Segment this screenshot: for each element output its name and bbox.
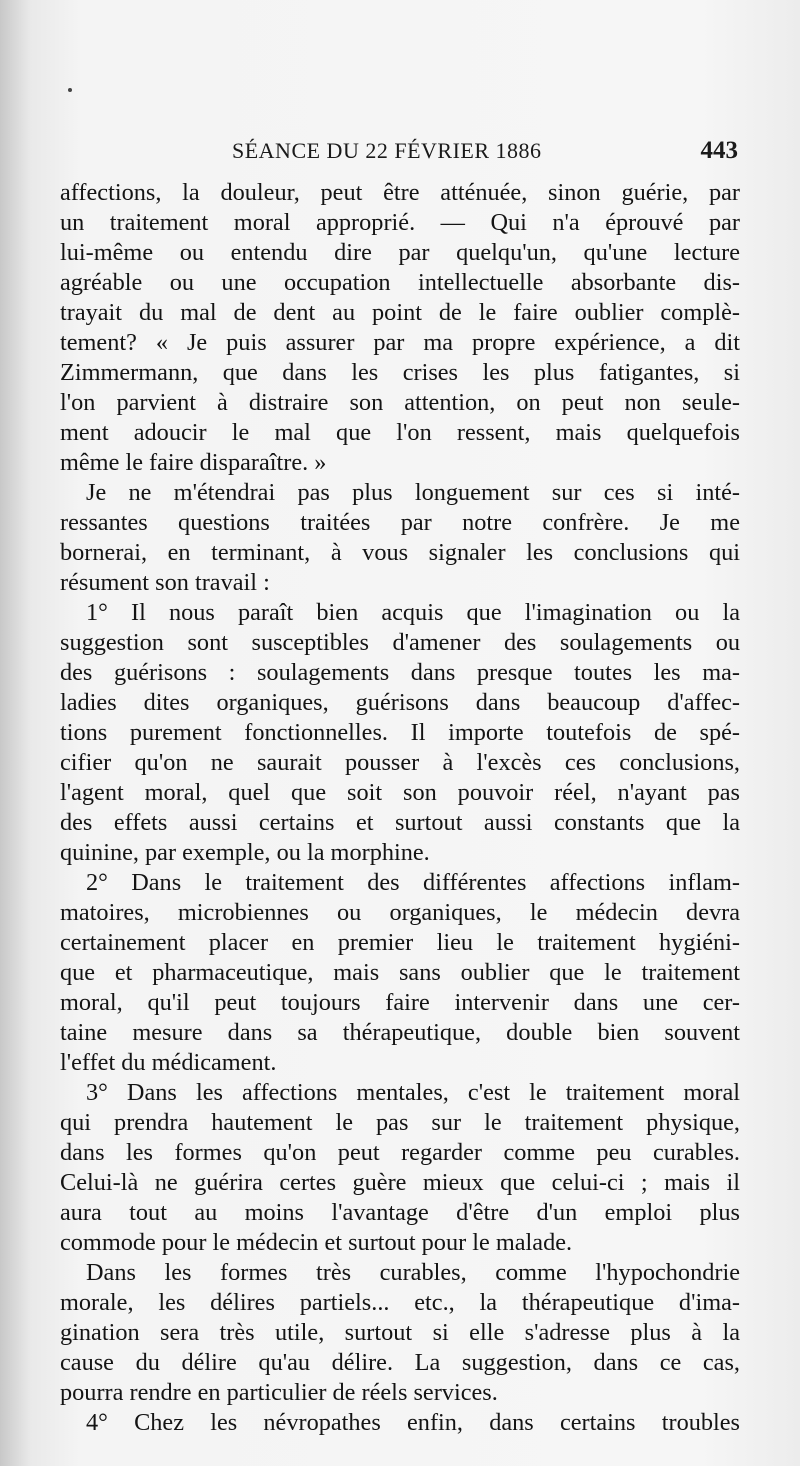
text-line: agréable ou une occupation intellectuelle absorbante dis- bbox=[60, 269, 740, 296]
text-line: aura tout au moins l'avantage d'être d'un emploi plus bbox=[60, 1199, 740, 1226]
text-line: tement? « Je puis assurer par ma propre expérience, a dit bbox=[60, 329, 740, 356]
text-line: même le faire disparaître. » bbox=[60, 449, 327, 476]
text-line: un traitement moral approprié. — Qui n'a éprouvé par bbox=[60, 209, 740, 236]
text-line: des effets aussi certains et surtout aussi constants que la bbox=[60, 809, 740, 836]
text-line: 2° Dans le traitement des différentes affections inflam- bbox=[86, 869, 740, 896]
text-line: Je ne m'étendrai pas plus longuement sur ces si inté- bbox=[86, 479, 740, 506]
text-line: Zimmermann, que dans les crises les plus fatigantes, si bbox=[60, 359, 740, 386]
body-text bbox=[60, 178, 740, 1438]
text-line: bornerai, en terminant, à vous signaler les conclusions qui bbox=[60, 539, 740, 566]
text-line: suggestion sont susceptibles d'amener des soulagements ou bbox=[60, 629, 740, 656]
text-line: Celui-là ne guérira certes guère mieux que celui-ci ; mais il bbox=[60, 1169, 740, 1196]
text-line: 1° Il nous paraît bien acquis que l'imagination ou la bbox=[86, 599, 740, 626]
text-line: l'on parvient à distraire son attention, on peut non seule- bbox=[60, 389, 740, 416]
text-line: trayait du mal de dent au point de le faire oublier complè- bbox=[60, 299, 740, 326]
page-speck bbox=[68, 88, 72, 92]
text-line: 3° Dans les affections mentales, c'est le traitement moral bbox=[86, 1079, 740, 1106]
text-line: commode pour le médecin et surtout pour le malade. bbox=[60, 1229, 573, 1256]
text-line: morale, les délires partiels... etc., la thérapeutique d'ima- bbox=[60, 1289, 740, 1316]
text-line: certainement placer en premier lieu le traitement hygiéni- bbox=[60, 929, 740, 956]
text-line: résument son travail : bbox=[60, 569, 270, 596]
text-line: pourra rendre en particulier de réels services. bbox=[60, 1379, 498, 1406]
text-line: ladies dites organiques, guérisons dans beaucoup d'affec- bbox=[60, 689, 740, 716]
text-line: affections, la douleur, peut être atténuée, sinon guérie, par bbox=[60, 179, 740, 206]
text-line: cause du délire qu'au délire. La suggestion, dans ce cas, bbox=[60, 1349, 740, 1376]
text-line: qui prendra hautement le pas sur le traitement physique, bbox=[60, 1109, 740, 1136]
page-header bbox=[60, 137, 738, 171]
text-line: 4° Chez les névropathes enfin, dans certains troubles bbox=[86, 1409, 740, 1436]
text-line: cifier qu'on ne saurait pousser à l'excès ces conclusions, bbox=[60, 749, 740, 776]
text-line: matoires, microbiennes ou organiques, le médecin devra bbox=[60, 899, 740, 926]
text-line: que et pharmaceutique, mais sans oublier que le traitement bbox=[60, 959, 740, 986]
running-title: SÉANCE DU 22 FÉVRIER 1886 bbox=[232, 138, 542, 163]
text-line: moral, qu'il peut toujours faire intervenir dans une cer- bbox=[60, 989, 740, 1016]
text-line: taine mesure dans sa thérapeutique, double bien souvent bbox=[60, 1019, 740, 1046]
text-line: lui-même ou entendu dire par quelqu'un, qu'une lecture bbox=[60, 239, 740, 266]
text-line: quinine, par exemple, ou la morphine. bbox=[60, 839, 430, 866]
text-line: ressantes questions traitées par notre confrère. Je me bbox=[60, 509, 740, 536]
page-number: 443 bbox=[700, 137, 738, 164]
text-line: ment adoucir le mal que l'on ressent, mais quelquefois bbox=[60, 419, 740, 446]
text-line: tions purement fonctionnelles. Il importe toutefois de spé- bbox=[60, 719, 740, 746]
text-line: l'agent moral, quel que soit son pouvoir réel, n'ayant pas bbox=[60, 779, 740, 806]
text-line: Dans les formes très curables, comme l'hypochondrie bbox=[86, 1259, 740, 1286]
text-line: gination sera très utile, surtout si elle s'adresse plus à la bbox=[60, 1319, 740, 1346]
text-line: dans les formes qu'on peut regarder comme peu curables. bbox=[60, 1139, 740, 1166]
text-line: des guérisons : soulagements dans presque toutes les ma- bbox=[60, 659, 740, 686]
text-line: l'effet du médicament. bbox=[60, 1049, 277, 1076]
